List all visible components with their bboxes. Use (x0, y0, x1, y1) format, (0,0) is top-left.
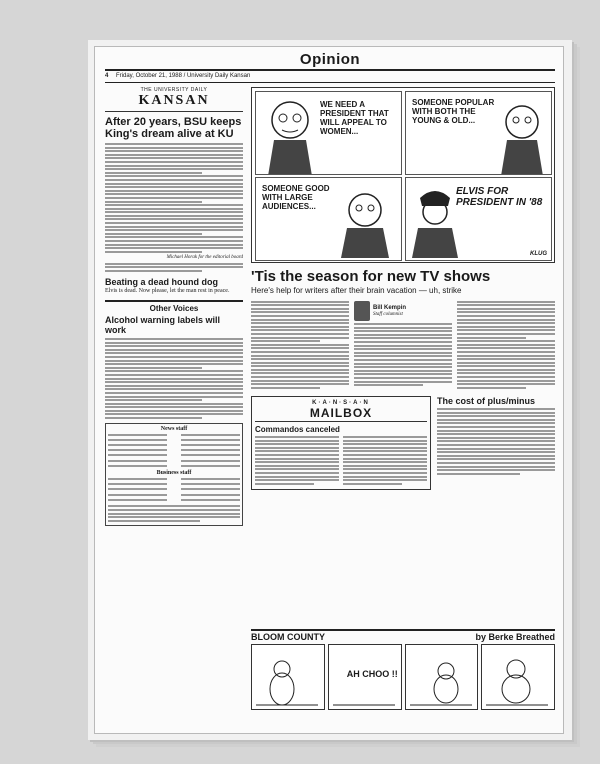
cost-letter (437, 396, 555, 490)
cartoon-panel-4-text: ELVIS FOR PRESIDENT IN '88 (456, 186, 543, 208)
staff-box (105, 423, 243, 526)
author-box (354, 301, 452, 321)
other-voices-body (105, 338, 243, 419)
editorial-byline: Michael Horak for the editorial board (166, 254, 243, 260)
mailbox-logo-small: K·A·N·S·A·N (312, 400, 370, 407)
header-line (105, 73, 555, 79)
comic-byline: by Berke Breathed (475, 632, 555, 642)
editorial-board-note (105, 263, 243, 272)
comic-character-icon (406, 645, 476, 710)
editorial-body (105, 143, 243, 253)
main-headline: 'Tis the season for new TV shows (251, 268, 491, 285)
other-voices-box (105, 300, 243, 419)
cartoon-signature: KLUG (530, 251, 547, 257)
cartoon-figure-icon (260, 96, 320, 175)
second-deck: Elvis is dead. Now please, let the man rest in peace. (105, 288, 230, 294)
author-title: Staff columnist (373, 312, 403, 317)
header-rule (105, 69, 555, 71)
header-rule-bottom (105, 82, 555, 83)
right-column (251, 87, 555, 490)
comic-character-icon (252, 645, 322, 710)
comic-strip (251, 644, 555, 710)
left-column (105, 87, 243, 526)
comic-panel-2 (328, 644, 402, 710)
flag-small: THE UNIVERSITY DAILY (140, 87, 208, 93)
cartoon-panel-1 (255, 91, 402, 175)
elvis-figure-icon (410, 184, 460, 258)
mailbox-headline: Commandos canceled (255, 425, 340, 435)
mailbox-logo-text: MAILBOX (309, 406, 373, 421)
comic-panel-3 (405, 644, 479, 710)
comic-panel-2-text: AH CHOO !! (346, 669, 398, 679)
mailbox-box (251, 396, 431, 490)
cartoon-figure-icon (335, 188, 395, 258)
main-deck: Here's help for writers after their brain vacation — uh, strike (251, 286, 462, 295)
comic-title: BLOOM COUNTY (251, 632, 325, 642)
second-headline: Beating a dead hound dog (105, 277, 218, 287)
page-number: 4 (105, 73, 109, 79)
lower-row (251, 396, 555, 490)
other-voices-headline: Alcohol warning labels will work (105, 315, 221, 335)
cartoon-figure-icon (497, 96, 547, 175)
comic-panel-1 (251, 644, 325, 710)
mailbox-body (255, 434, 427, 486)
cartoon-panel-3-text: SOMEONE GOOD WITH LARGE AUDIENCES... (262, 184, 330, 211)
comic-panel-4 (481, 644, 555, 710)
editorial-headline: After 20 years, BSU keeps King's dream alive at KU (105, 116, 242, 140)
comic-strip-section (251, 629, 555, 710)
cartoon-panel-2 (405, 91, 552, 175)
other-voices-label: Other Voices (149, 304, 199, 313)
cost-headline: The cost of plus/minus (437, 396, 536, 407)
cartoon-panel-1-text: WE NEED A PRESIDENT THAT WILL APPEAL TO WOMEN... (320, 100, 389, 136)
news-staff-label: News staff (160, 426, 188, 433)
editorial-cartoon (251, 87, 555, 263)
cartoon-panel-3 (255, 177, 402, 261)
flag-name: KANSAN (138, 93, 210, 108)
author-name: Bill Kempin (373, 305, 407, 311)
date-line: Friday, October 21, 1988 / University Daily Kansan (116, 73, 251, 79)
kansan-flag (105, 87, 243, 112)
mailbox-logo (255, 400, 427, 422)
business-staff-label: Business staff (156, 470, 192, 477)
newspaper-page (94, 46, 564, 734)
main-article-body (251, 299, 555, 390)
cartoon-panel-2-text: SOMEONE POPULAR WITH BOTH THE YOUNG & OLD... (412, 98, 495, 125)
comic-character-icon (482, 645, 552, 710)
author-photo (354, 301, 370, 321)
cartoon-panel-4 (405, 177, 552, 261)
comic-character-icon (329, 645, 399, 710)
section-title: Opinion (299, 51, 361, 68)
comic-title-bar (251, 629, 555, 642)
